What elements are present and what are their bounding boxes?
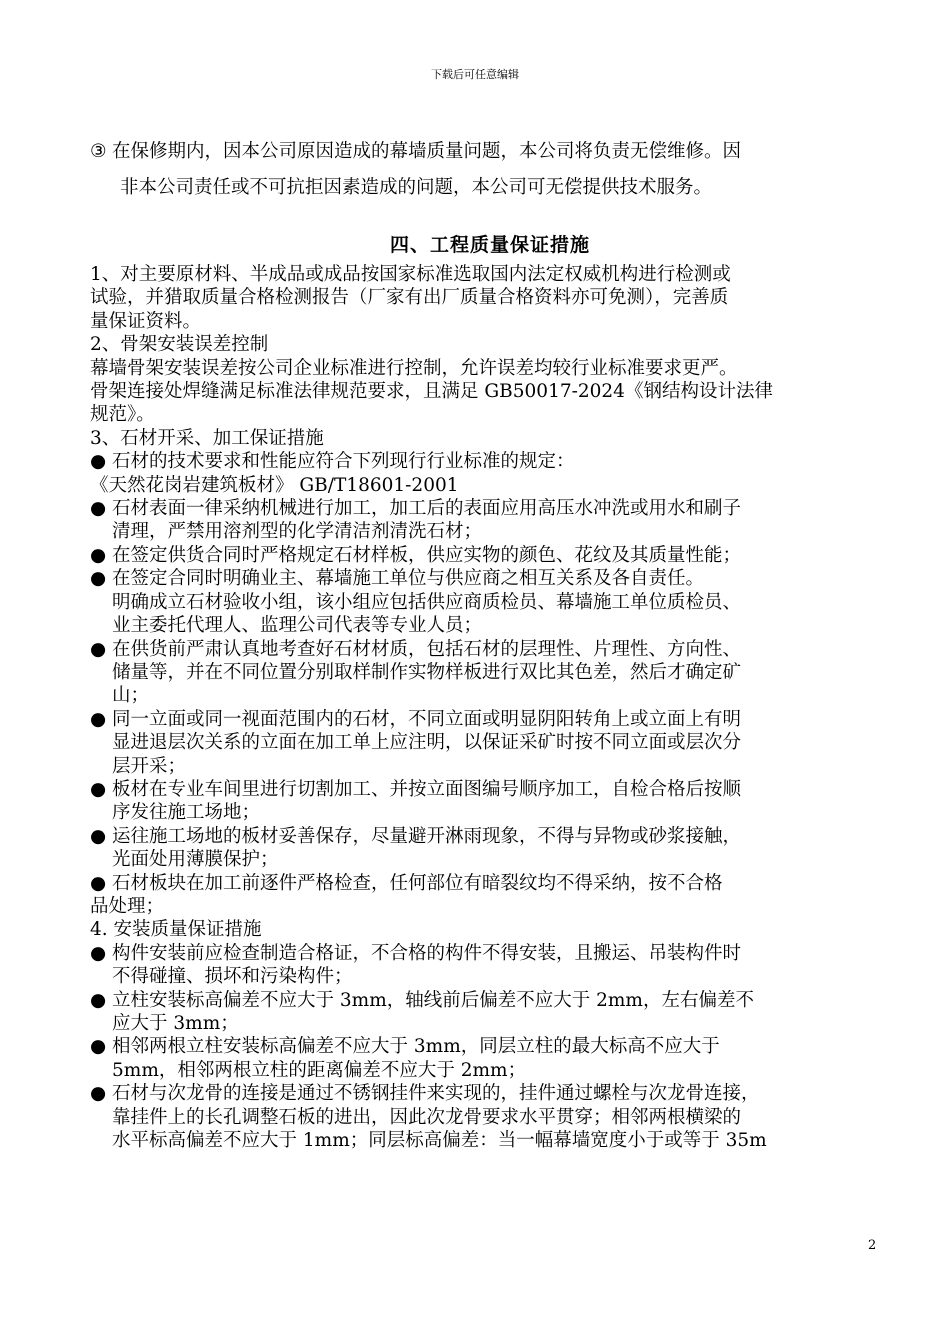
paragraph-line: 3、石材开采、加工保证措施 <box>90 427 324 449</box>
bullet-text-line: 储量等，并在不同位置分别取样制作实物样板进行双比其色差，然后才确定矿 <box>112 661 742 683</box>
bullet-dot: ● <box>90 708 107 730</box>
install-measures-list <box>90 942 890 1153</box>
bullet-text-line: 光面处用薄膜保护； <box>112 849 279 871</box>
stone-item <box>90 708 890 778</box>
section-title: 四、工程质量保证措施 <box>389 234 590 256</box>
bullet-dot: ● <box>90 568 107 590</box>
bullet-dot: ● <box>90 942 107 964</box>
bullet-dot: ● <box>90 498 107 520</box>
bullet-text-line: 石材的技术要求和性能应符合下列现行行业标准的规定： <box>112 451 575 473</box>
stone-item-line <box>90 872 890 895</box>
stone-item <box>90 497 890 544</box>
page-number: 2 <box>868 1238 877 1253</box>
bullet-text-line: 在签定供货合同时严格规定石材样板，供应实物的颜色、花纹及其质量性能； <box>112 544 742 566</box>
bullet-dot: ● <box>90 544 107 566</box>
bullet-text-line: 5mm，相邻两根立柱的距离偏差不应大于 2mm； <box>112 1059 527 1081</box>
stone-measures-list <box>90 450 890 918</box>
bullet-dot: ● <box>90 872 107 894</box>
bullet-text-line: 在供货前严肃认真地考查好石材材质，包括石材的层理性、片理性、方向性、 <box>112 638 742 660</box>
bullet-text-line: 序发往施工场地； <box>112 802 261 824</box>
bullet-dot: ● <box>90 451 107 473</box>
install-item <box>90 1035 890 1082</box>
circled-number-marker: ③ <box>90 141 107 162</box>
bullet-text-line: 在签定合同时明确业主、幕墙施工单位与供应商之相互关系及各自责任。 <box>112 568 705 590</box>
install-item <box>90 1082 890 1152</box>
paragraph-line: 1、对主要原材料、半成品或成品按国家标准选取国内法定权威机构进行检测或 <box>90 264 731 285</box>
bullet-text-line: 靠挂件上的长孔调整石板的进出，因此次龙骨要求水平贯穿；相邻两根横梁的 <box>112 1106 742 1128</box>
install-item <box>90 942 890 989</box>
page-header: 下载后可任意编辑 <box>431 68 519 81</box>
intro-paragraph-line1: ③ 在保修期内，因本公司原因造成的幕墙质量问题，本公司将负责无偿维修。因 <box>90 134 890 170</box>
bullet-text-line: 石材表面一律采纳机械进行加工，加工后的表面应用高压水冲洗或用水和刷子 <box>112 498 742 520</box>
bullet-text-line: 显进退层次关系的立面在加工单上应注明，以保证采矿时按不同立面或层次分 <box>112 732 742 754</box>
section-paragraphs <box>90 263 890 450</box>
bullet-text-line: 应大于 3mm； <box>112 1013 239 1034</box>
stone-item <box>90 638 890 708</box>
intro-paragraph-line2: 非本公司责任或不可抗拒因素造成的问题，本公司可无偿提供技术服务。 <box>120 177 713 198</box>
bullet-text-line: 运往施工场地的板材妥善保存，尽量避开淋雨现象，不得与异物或砂浆接触， <box>112 825 742 847</box>
stone-item <box>90 778 890 825</box>
paragraph-line: 2、骨架安装误差控制 <box>90 334 269 356</box>
bullet-text-line: 石材与次龙骨的连接是通过不锈钢挂件来实现的，挂件通过螺栓与次龙骨连接， <box>112 1083 760 1105</box>
bullet-dot: ● <box>90 989 107 1011</box>
bullet-text-line: 层开采； <box>112 755 187 777</box>
stone-item <box>90 567 890 637</box>
bullet-text-line: 石材板块在加工前逐件严格检查，任何部位有暗裂纹均不得采纳，按不合格 <box>112 872 723 894</box>
bullet-text-line: 构件安装前应检查制造合格证，不合格的构件不得安装，且搬运、吊装构件时 <box>112 942 742 964</box>
install-heading: 4. 安装质量保证措施 <box>90 919 262 941</box>
bullet-text-line: 明确成立石材验收小组，该小组应包括供应商质检员、幕墙施工单位质检员、 <box>112 591 742 613</box>
bullet-text-line: 同一立面或同一视面范围内的石材，不同立面或明显阴阳转角上或立面上有明 <box>112 708 742 730</box>
paragraph-line: 骨架连接处焊缝满足标准法律规范要求，且满足 GB50017-2024《钢结构设计法律 <box>90 381 773 403</box>
paragraph-line: 规范》。 <box>90 404 155 426</box>
bullet-dot: ● <box>90 638 107 660</box>
install-item <box>90 989 890 1036</box>
bullet-text-line: 立柱安装标高偏差不应大于 3mm，轴线前后偏差不应大于 2mm，左右偏差不 <box>112 989 754 1011</box>
bullet-dot: ● <box>90 1083 107 1105</box>
bullet-text-line: 山； <box>112 685 150 707</box>
paragraph-line: 幕墙骨架安装误差按公司企业标准进行控制，允许误差均较行业标准要求更严。 <box>90 357 738 379</box>
bullet-text-line: 板材在专业车间里进行切割加工、并按立面图编号顺序加工，自检合格后按顺 <box>112 778 742 800</box>
bullet-dot: ● <box>90 825 107 847</box>
bullet-text-line: 水平标高偏差不应大于 1mm；同层标高偏差：当一幅幕墙宽度小于或等于 35m <box>112 1130 767 1152</box>
bullet-dot: ● <box>90 1036 107 1058</box>
standard-reference: 《天然花岗岩建筑板材》 GB/T18601-2001 <box>90 474 459 496</box>
stone-item <box>90 825 890 872</box>
stone-item <box>90 544 890 567</box>
bullet-text-line: 相邻两根立柱安装标高偏差不应大于 3mm，同层立柱的最大标高不应大于 <box>112 1036 720 1058</box>
bullet-text-line: 清理，严禁用溶剂型的化学清洁剂清洗石材； <box>112 521 483 543</box>
stone-item-line: 品处理； <box>90 895 165 917</box>
stone-item <box>90 450 890 473</box>
paragraph-line: 试验，并猎取质量合格检测报告（厂家有出厂质量合格资料亦可免测），完善质 <box>90 287 729 309</box>
bullet-text-line: 不得碰撞、损坏和污染构件； <box>112 966 353 988</box>
document-body <box>90 134 890 1152</box>
bullet-dot: ● <box>90 778 107 800</box>
bullet-text-line: 业主委托代理人、监理公司代表等专业人员； <box>112 615 483 637</box>
paragraph-line: 量保证资料。 <box>90 310 202 332</box>
